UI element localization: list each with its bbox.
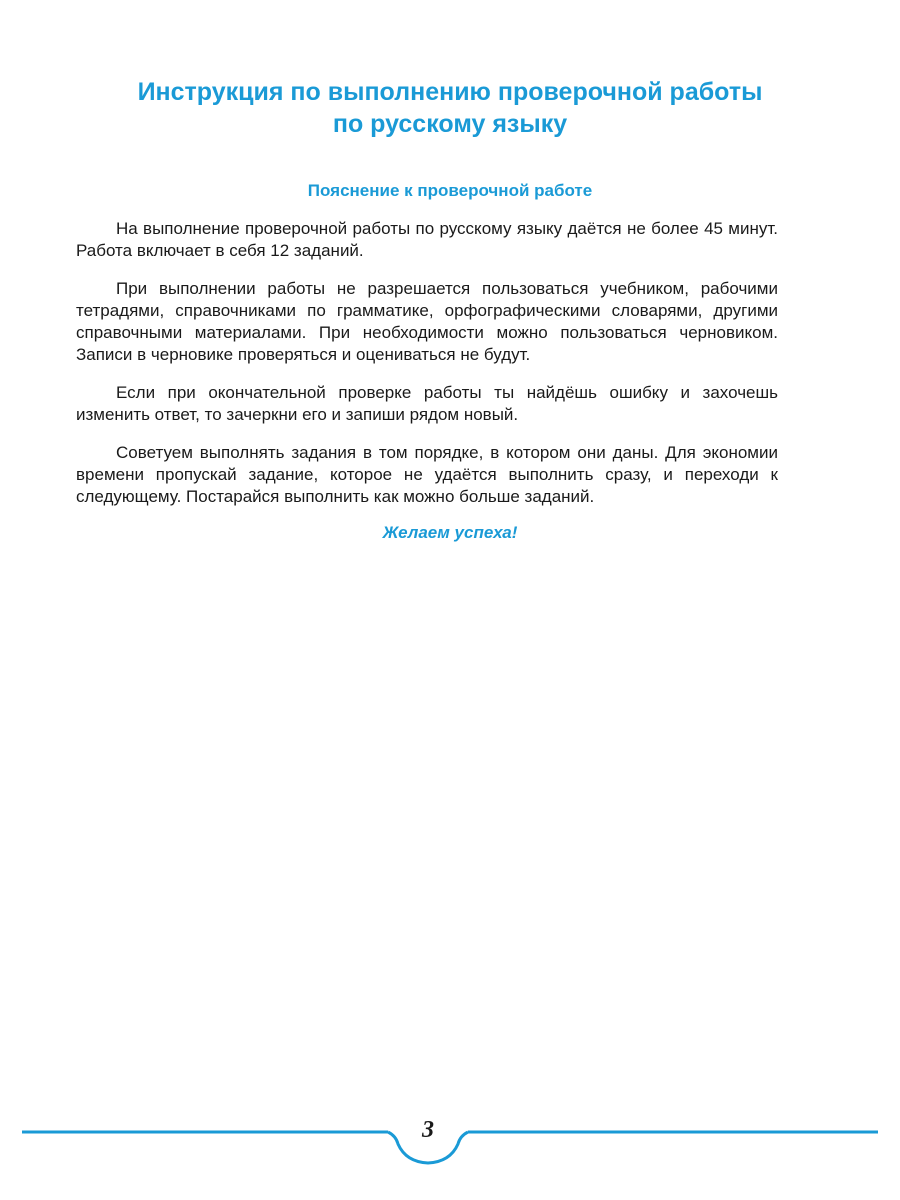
- section-heading: Пояснение к проверочной работе: [307, 181, 593, 200]
- page-number: 3: [422, 1117, 434, 1143]
- page-title-line-2: по русскому языку: [332, 110, 568, 138]
- instruction-body: [76, 218, 778, 524]
- paragraph-advice: Советуем выполнять задания в том порядке, в котором они даны. Для экономии времени пропускай задание, которое не удаётся выполнить сразу, и переходи к следующему. Постарайся выполнить как можно больше заданий.: [76, 443, 778, 506]
- footer-divider: [0, 1100, 900, 1190]
- paragraph-time-limit: На выполнение проверочной работы по русскому языку даётся не более 45 минут. Работа включает в себя 12 заданий.: [76, 219, 778, 260]
- page-title: [60, 76, 840, 140]
- closing-wish: Желаем успеха!: [382, 523, 518, 542]
- paragraph-corrections: Если при окончательной проверке работы ты найдёшь ошибку и захочешь изменить ответ, то зачеркни его и запиши рядом новый.: [76, 383, 778, 424]
- page-title-line-1: Инструкция по выполнению проверочной работы: [137, 78, 763, 106]
- paragraph-restrictions: При выполнении работы не разрешается пользоваться учебником, рабочими тетрадями, справочниками по грамматике, орфографическими словарями, другими справочными материалами. При необходимости можно пользоваться черновиком. Записи в черновике проверяться и оцениваться не будут.: [76, 279, 778, 364]
